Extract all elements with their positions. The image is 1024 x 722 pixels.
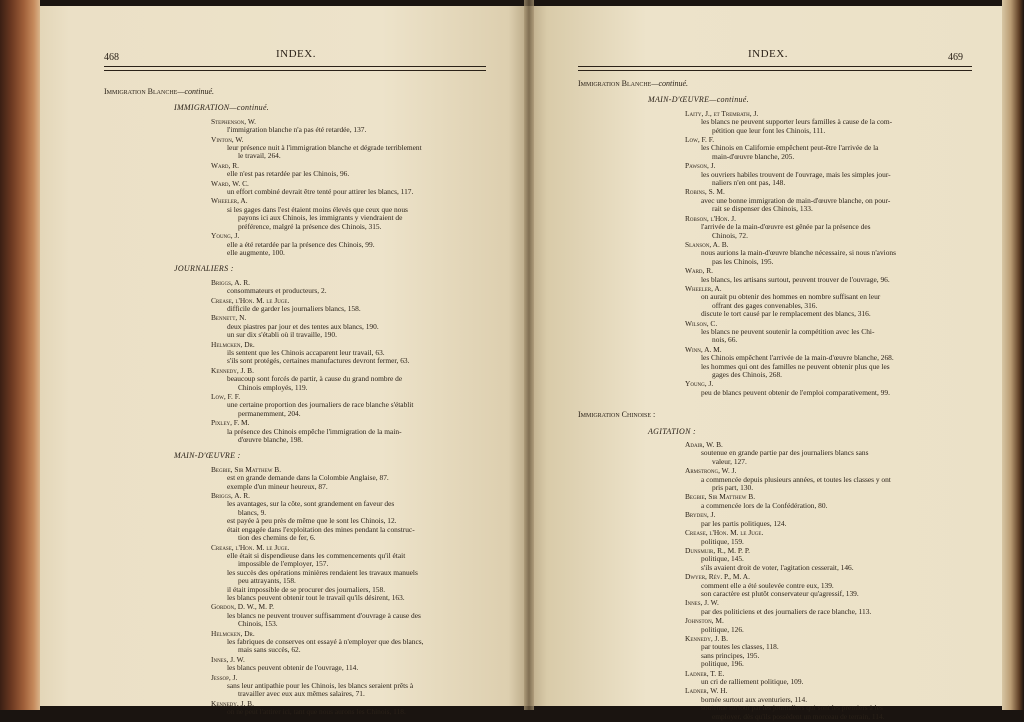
entry-line: payons ici aux Chinois, les immigrants y viendraient de <box>238 213 403 223</box>
entry-line: soutenue surtout par les journaliers qui sont les premiers à les <box>701 703 883 713</box>
entry-line: par toutes les classes, 118. <box>701 642 779 652</box>
entry-line: politique, 126. <box>701 624 744 634</box>
entry-name: Slanson, A. B. <box>685 239 729 249</box>
entry-line: la présence des Chinois empêche l'immigration de la main- <box>227 426 402 436</box>
entry-line: comment elle a été soulevée contre eux, 139. <box>701 580 834 590</box>
left-main-heading: Immigration Blanche—continué. <box>104 87 215 96</box>
entry-line: les blancs ne peuvent supporter leurs familles à cause de la com- <box>701 117 893 127</box>
entry-line: elle augmente, 100. <box>227 247 285 257</box>
index-entry <box>685 547 970 572</box>
entry-name: Jessop, J. <box>211 672 238 682</box>
index-entry <box>685 467 970 492</box>
entry-line: préférence, malgré la présence des Chinois, 315. <box>238 221 382 231</box>
right-main-heading: Immigration Blanche—continué. <box>578 79 689 88</box>
entry-line: consommateurs et producteurs, 2. <box>227 286 327 296</box>
index-entry <box>211 419 494 444</box>
left-page-edges <box>0 0 40 710</box>
index-entry <box>685 110 970 135</box>
index-entry <box>685 493 970 510</box>
entry-line: on aurait pu obtenir des hommes en nombre suffisant en leur <box>701 292 881 302</box>
index-entry <box>685 599 970 616</box>
index-entry <box>685 380 970 397</box>
index-entry <box>211 393 494 418</box>
entry-line: soutenue en grande partie par des journaliers blancs sans <box>701 448 869 458</box>
index-entry <box>211 162 494 179</box>
right-page-content <box>578 80 970 722</box>
entry-line: les fabriques de conserves ont essayé à n'employer que des blancs, <box>227 636 424 646</box>
index-entry <box>685 136 970 161</box>
entry-name: Young, J. <box>211 231 240 241</box>
entry-name: Dwyer, Rév. P., M. A. <box>685 572 750 582</box>
index-entry <box>211 656 494 673</box>
entry-name: Kennedy, J. B. <box>685 633 728 643</box>
entry-name: Innes, J. W. <box>211 654 245 664</box>
index-entry <box>685 162 970 187</box>
entry-line: a commencée depuis plusieurs années, et toutes les classes y ont <box>701 474 891 484</box>
entry-line: beaucoup sont forcés de partir, à cause du grand nombre de <box>227 374 403 384</box>
section-heading: JOURNALIERS : <box>174 264 234 274</box>
index-entry <box>211 314 494 339</box>
entry-name: Wheeler, A. <box>211 196 248 206</box>
entry-line: les Chinois en Californie empêchent peut-être l'arrivée de la <box>701 143 879 153</box>
index-entry <box>685 241 970 266</box>
entry-line: blancs, 9. <box>238 507 267 517</box>
index-entry <box>211 492 494 542</box>
entry-line: mais sans succès, 62. <box>238 645 301 655</box>
entry-line: les ouvriers habiles trouvent de l'ouvrage, mais les simples jour- <box>701 169 891 179</box>
entry-line: est payée à peu près de même que le sont les Chinois, 12. <box>227 516 397 526</box>
index-entry <box>685 346 970 380</box>
index-entry <box>211 118 494 135</box>
entry-line: elle a été retardée par la présence des Chinois, 99. <box>227 239 375 249</box>
right-header-rule-thin <box>578 70 972 71</box>
index-entry <box>211 180 494 197</box>
section-heading: IMMIGRATION—continué. <box>174 103 270 113</box>
left-running-head: INDEX. <box>276 48 316 60</box>
entry-name: Crease, l'Hon. M. le Juge. <box>685 528 764 538</box>
entry-line: peu de blancs peuvent obtenir de l'emploi comparativement, 99. <box>701 387 890 397</box>
index-entry <box>685 635 970 669</box>
entry-line: il était impossible de se procurer des journaliers, 158. <box>227 584 386 594</box>
entry-line: elle n'est pas retardée par les Chinois, 96. <box>227 169 350 179</box>
entry-name: Dunsmuir, R., M. P. P. <box>685 545 750 555</box>
entry-line: gages des Chinois, 268. <box>712 370 783 379</box>
entry-name: Wheeler, A. <box>685 283 722 293</box>
entry-line: les hommes qui ont des familles ne peuvent obtenir plus que les <box>701 361 890 371</box>
entry-line: nous aurions la main-d'œuvre blanche nécessaire, si nous n'avions <box>701 248 896 258</box>
entry-name: Ward, W. C. <box>211 178 249 188</box>
entry-name: Innes, J. W. <box>685 598 719 608</box>
entry-name: Ward, R. <box>685 266 714 276</box>
entry-line: a commencée lors de la Confédération, 80. <box>701 500 828 510</box>
entry-line: était engagée dans l'exploitation des mines pendant la construc- <box>227 524 415 534</box>
entry-line: sans principes, 195. <box>701 650 760 660</box>
major-heading: Immigration Chinoise : <box>578 410 656 420</box>
entry-name: Ward, R. <box>211 160 240 170</box>
section-heading: MAIN-D'ŒUVRE—continué. <box>648 95 749 105</box>
entry-line: les Chinois empêchent l'arrivée de la main-d'œuvre blanche, 268. <box>701 353 894 363</box>
entry-name: Low, F. F. <box>685 135 715 145</box>
entry-line: employer, dès qu'ils possèdent un morceau de terrain, 114. <box>712 711 885 721</box>
entry-name: Crease, l'Hon. M. le Juge. <box>211 295 290 305</box>
entry-line: offrant des gages convenables, 316. <box>712 300 818 310</box>
entry-line: naliers n'en ont pas, 148. <box>712 178 786 188</box>
entry-name: Young, J. <box>685 379 714 389</box>
entry-line: nois, 66. <box>712 335 738 345</box>
entry-name: Wilson, C. <box>685 318 718 328</box>
index-entry <box>211 341 494 366</box>
entry-name: Winn, A. M. <box>685 344 722 354</box>
entry-line: les blancs peuvent obtenir tout le travail qu'ils désirent, 163. <box>227 592 405 602</box>
entry-name: Ladner, T. E. <box>685 668 725 678</box>
entry-line: pas les Chinois, 195. <box>712 256 774 266</box>
entry-line: tion des chemins de fer, 6. <box>238 533 316 543</box>
entry-line: un effort combiné devrait être tenté pour attirer les blancs, 117. <box>227 187 414 197</box>
entry-line: s'ils sont protégés, certaines manufactures devront fermer, 63. <box>227 356 410 366</box>
entry-line: l'immigration blanche n'a pas été retardée, 137. <box>227 125 367 135</box>
entry-line: pétition que leur font les Chinois, 111. <box>712 125 826 135</box>
entry-line: politique, 145. <box>701 554 744 564</box>
right-page <box>528 6 1002 721</box>
index-entry <box>211 197 494 231</box>
entry-line: Chinois, 153. <box>238 619 278 629</box>
entry-line: difficile de garder les journaliers blancs, 158. <box>227 303 361 313</box>
index-entry <box>685 617 970 634</box>
index-entry <box>211 674 494 699</box>
entry-line: est en grande demande dans la Colombie Anglaise, 87. <box>227 473 389 483</box>
entry-line: pris part, 130. <box>712 483 754 493</box>
entry-name: Bennett, N. <box>211 313 247 323</box>
entry-name: Armstrong, W. J. <box>685 466 737 476</box>
entry-line: les succès des opérations minières rendaient les travaux manuels <box>227 567 418 577</box>
entry-line: Chinois employés, 119. <box>238 382 308 392</box>
index-entry <box>211 232 494 257</box>
index-entry <box>211 279 494 296</box>
index-entry <box>685 670 970 687</box>
entry-line: travailler avec eux aux mêmes salaires, 71. <box>238 689 365 699</box>
index-entry <box>211 367 494 392</box>
index-entry <box>211 603 494 628</box>
entry-line: leur présence nuit à l'immigration blanche et dégrade terriblement <box>227 143 422 153</box>
index-entry <box>211 630 494 655</box>
entry-line: rait se dispenser des Chinois, 133. <box>712 204 813 214</box>
index-entry <box>685 441 970 466</box>
index-entry <box>685 285 970 319</box>
entry-name: Johnston, M. <box>685 616 724 626</box>
entry-name: Vinton, W. <box>211 134 244 144</box>
entry-name: Adair, W. B. <box>685 440 723 450</box>
entry-name: Pixley, F. M. <box>211 418 250 428</box>
entry-line: politique, 196. <box>701 659 744 669</box>
entry-line: un sur dix s'établi où il travaille, 190. <box>227 330 337 340</box>
entry-name: Pawson, J. <box>685 161 716 171</box>
entry-line: les blancs peuvent obtenir de l'ouvrage, 114. <box>227 663 359 673</box>
index-entry <box>685 215 970 240</box>
entry-line: Chinois, 72. <box>712 230 748 240</box>
entry-line: le travail, 264. <box>238 151 281 161</box>
index-entry <box>685 529 970 546</box>
entry-line: avec une bonne immigration de main-d'œuvre blanche, on pour- <box>701 195 891 205</box>
entry-name: Begbie, Sir Matthew B. <box>211 464 282 474</box>
entry-line: un cri de ralliement politique, 109. <box>701 677 804 686</box>
entry-line: politique, 159. <box>701 536 744 546</box>
index-entry <box>685 320 970 345</box>
entry-line: main-d'œuvre blanche, 205. <box>712 151 795 161</box>
entry-line: les blancs ne peuvent soutenir la compétition avec les Chi- <box>701 326 875 336</box>
entry-name: Crease, l'Hon. M. le Juge. <box>211 542 290 552</box>
entry-name: Laity, J., et Trembath, J. <box>685 108 759 118</box>
entry-name: Robson, l'Hon. J. <box>685 213 736 223</box>
index-entry <box>211 297 494 314</box>
left-header-rule <box>104 66 486 67</box>
index-entry <box>685 188 970 213</box>
entry-name: Kennedy, J. B. <box>211 365 254 375</box>
entry-line: les blancs ne peuvent trouver suffisamment d'ouvrage à cause des <box>227 610 421 620</box>
entry-line: elle était si dispendieuse dans les commencements qu'il était <box>227 550 406 560</box>
entry-line: discute le tort causé par le remplacement des blancs, 316. <box>701 309 871 319</box>
entry-name: Helmcken, Dr. <box>211 339 255 349</box>
entry-line: son caractère est plutôt conservateur qu'agressif, 139. <box>701 588 859 598</box>
index-entry <box>211 136 494 161</box>
entry-name: Bryden, J. <box>685 510 716 520</box>
entry-name: Stephenson, W. <box>211 116 256 126</box>
entry-line: l'arrivée de la main-d'œuvre est gênée par la présence des <box>701 222 871 232</box>
right-page-number: 469 <box>948 52 963 63</box>
entry-name: Helmcken, Dr. <box>211 628 255 638</box>
entry-line: valeur, 127. <box>712 456 747 466</box>
entry-name: Ladner, W. H. <box>685 686 728 696</box>
index-entry <box>211 700 494 717</box>
section-heading: MAIN-D'ŒUVRE : <box>174 451 241 461</box>
entry-line: s'ils avaient droit de voter, l'agitation cesserait, 146. <box>701 562 854 572</box>
entry-line: sans leur antipathie pour les Chinois, les blancs seraient prêts à <box>227 681 414 690</box>
left-page-number: 468 <box>104 52 119 63</box>
entry-line: par les partis politiques, 124. <box>701 518 787 528</box>
right-running-head: INDEX. <box>748 48 788 60</box>
index-entry <box>211 466 494 491</box>
index-entry <box>211 544 494 603</box>
left-header-rule-thin <box>104 70 486 71</box>
right-page-edges <box>1002 0 1024 710</box>
entry-name: Kennedy, J. B. <box>211 698 254 708</box>
entry-line: si les gages dans l'est étaient moins élevés que ceux que nous <box>227 204 408 214</box>
index-entry <box>685 573 970 598</box>
entry-line: d'œuvre blanche, 198. <box>238 435 303 445</box>
entry-line: deux piastres par jour et des tentes aux blancs, 190. <box>227 321 379 331</box>
entry-name: Begbie, Sir Matthew B. <box>685 492 756 502</box>
entry-line: permanemment, 204. <box>238 408 301 418</box>
index-entry <box>685 511 970 528</box>
entry-line: les blancs, les artisans surtout, peuvent trouver de l'ouvrage, 96. <box>701 274 890 284</box>
entry-line: exemple d'un mineur heureux, 87. <box>227 481 328 491</box>
entry-line: bornée surtout aux aventuriers, 114. <box>701 694 808 704</box>
index-entry <box>685 267 970 284</box>
entry-line: les avantages, sur la côte, sont grandement en faveur des <box>227 499 395 509</box>
entry-line: impossible de l'employer, 157. <box>238 559 329 569</box>
entry-line: une certaine proportion des journaliers de race blanche s'établit <box>227 400 414 410</box>
entry-line: peu attrayants, 158. <box>238 576 296 586</box>
index-entry <box>685 687 970 721</box>
entry-name: Briggs, A. R. <box>211 491 251 501</box>
right-header-rule <box>578 66 972 67</box>
entry-name: Low, F. F. <box>211 392 241 401</box>
entry-line: ils sentent que les Chinois accaparent leur travail, 63. <box>227 347 385 357</box>
section-heading: AGITATION : <box>648 426 696 436</box>
left-page-content <box>104 88 494 718</box>
book-gutter <box>524 0 534 710</box>
entry-line: on ne peut l'attirer ici, tant que nous aurons les Chinois, 118. <box>227 707 406 717</box>
entry-name: Gordon, D. W., M. P. <box>211 602 274 612</box>
left-page <box>40 6 528 717</box>
entry-name: Robins, S. M. <box>685 187 725 197</box>
entry-line: par des politiciens et des journaliers de race blanche, 113. <box>701 606 872 616</box>
entry-name: Briggs, A. R. <box>211 277 251 287</box>
